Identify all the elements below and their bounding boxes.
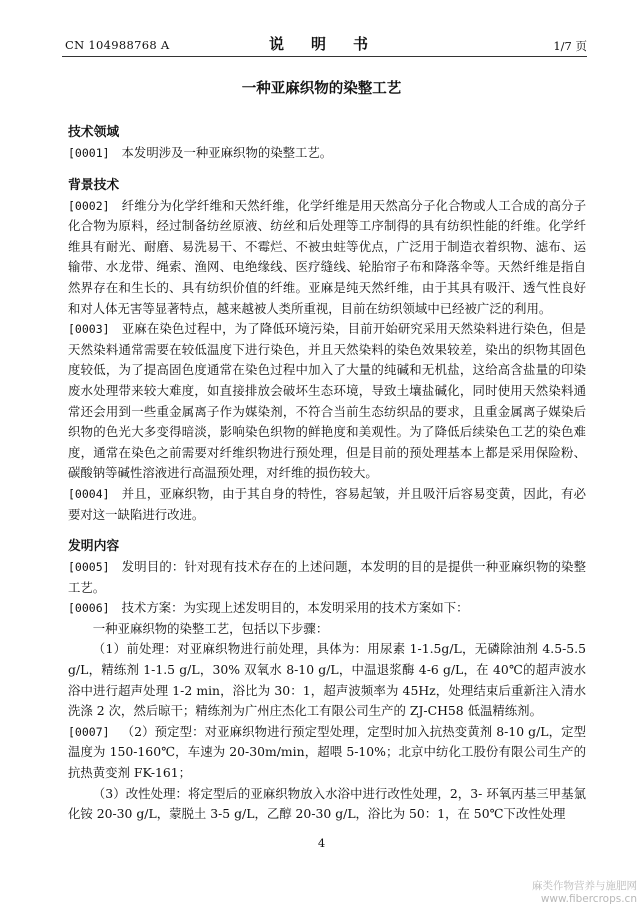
- paragraph-0006-line-1: 一种亚麻织物的染整工艺，包括以下步骤：: [92, 620, 329, 636]
- paragraph-text: 本发明涉及一种亚麻织物的染整工艺。: [121, 145, 333, 160]
- paragraph-0005: [68, 557, 586, 598]
- paragraph-number: [0002]: [68, 198, 110, 213]
- paragraph-0003: [68, 319, 586, 484]
- paragraph-text: 发明目的：针对现有技术存在的上述问题，本发明的目的是提供一种亚麻织物的染整工艺。: [68, 559, 586, 595]
- section-heading-invention: 发明内容: [68, 539, 120, 555]
- section-heading-background: 背景技术: [68, 177, 120, 193]
- document-type: 说 明 书: [268, 35, 374, 53]
- paragraph-number: [0005]: [68, 560, 110, 575]
- paragraph-0002: [68, 196, 586, 320]
- paragraph-text: 并且，亚麻织物，由于其自身的特性，容易起皱，并且吸汗后容易变黄，因此，有必要对这一缺陷进行改进。: [68, 485, 586, 522]
- watermark-line-2: www.fibercrops.cn: [540, 893, 637, 905]
- header-rule: [62, 56, 587, 57]
- document-title: 一种亚麻织物的染整工艺: [241, 81, 402, 97]
- paragraph-number: [0001]: [68, 146, 110, 160]
- paragraph-0007: [68, 722, 586, 784]
- document-body: [68, 123, 586, 825]
- paragraph-0006-line-2: （1）前处理：对亚麻织物进行前处理，具体为：用尿素 1-1.5g/L，无磷除油剂 4.5-5.5 g/L，精练剂 1-1.5 g/L，30% 双氧水 8-10 g/L，中温退浆酶 4-6 g/L，在 40℃的超声波水浴中进行超声处理 1-2 min，浴比为 30：1，超声波频率为 45Hz，处理结束后重新注入清水洗涤 2 次，然后晾干；精练剂为广州庄杰化工有限公司生产的 ZJ-CH58 低温精练剂。: [68, 641, 586, 719]
- paragraph-number: [0007]: [68, 724, 110, 739]
- page-indicator: 1/7 页: [553, 39, 587, 53]
- paragraph-number: [0004]: [68, 486, 110, 501]
- paragraph-0007-line-2: （3）改性处理：将定型后的亚麻织物放入水浴中进行改性处理，2，3- 环氧丙基三甲基氯化铵 20-30 g/L，蒙脱土 3-5 g/L，乙醇 20-30 g/L，浴比为 50：1，在 50℃下改性处理: [68, 785, 586, 822]
- patent-number: CN 104988768 A: [65, 38, 170, 52]
- paragraph-text: （2）预定型：对亚麻织物进行预定型处理，定型时加入抗热变黄剂 8-10 g/L，定型温度为 150-160℃，车速为 20-30m/min，超喂 5-10%；北京中纺化工股份有限公司生产的抗热黄变剂 FK-161；: [68, 723, 586, 781]
- paragraph-0004: [68, 484, 586, 525]
- watermark-line-1: 麻类作物营养与施肥网: [532, 880, 637, 892]
- paragraph-number: [0003]: [68, 322, 110, 337]
- paragraph-0006: [68, 598, 586, 619]
- paragraph-text: 技术方案：为实现上述发明目的，本发明采用的技术方案如下：: [121, 600, 469, 616]
- paragraph-number: [0006]: [68, 601, 110, 616]
- paragraph-0001: [68, 143, 586, 164]
- section-heading-tech-field: 技术领域: [68, 125, 120, 140]
- watermark: [532, 880, 637, 906]
- paragraph-text: 纤维分为化学纤维和天然纤维，化学纤维是用天然高分子化合物或人工合成的高分子化合物为原料，经过制备纺丝原液、纺丝和后处理等工序制得的具有纺织性能的纤维。化学纤维具有耐光、耐磨、易洗易干、不霉烂、不被虫蛀等优点，广泛用于制造衣着织物、滤布、运输带、水龙带、绳索、渔网、电绝缘线、医疗缝线、轮胎帘子布和降落伞等。天然纤维是指自然界存在和生长的、具有纺织价值的纤维。亚麻是纯天然纤维，由于其具有吸汗、透气性良好和对人体无害等显著特点，越来越被人类所重视，目前在纺织领域中已经被广泛的利用。: [68, 197, 586, 316]
- page-number: 4: [317, 836, 326, 850]
- paragraph-text: 亚麻在染色过程中，为了降低环境污染，目前开始研究采用天然染料进行染色，但是天然染料通常需要在较低温度下进行染色，并且天然染料的染色效果较差，染出的织物其固色度较低，为了提高固色度通常在染色过程中加入了大量的纯碱和无机盐，这给高含盐量的印染废水处理带来较大难度，如直接排放会破坏生态环境，导致土壤盐碱化，同时使用天然染料通常还会用到一些重金属离子作为媒染剂，不符合当前生态纺织品的要求，且重金属离子媒染后织物的色光大多变得暗淡，影响染色织物的鲜艳度和美观性。为了降低后续染色工艺的染色难度，通常在染色之前需要对纤维织物进行预处理，但是目前的预处理基本上都是采用保险粉、碳酸钠等碱性溶液进行高温预处理，对纤维的损伤较大。: [68, 321, 586, 481]
